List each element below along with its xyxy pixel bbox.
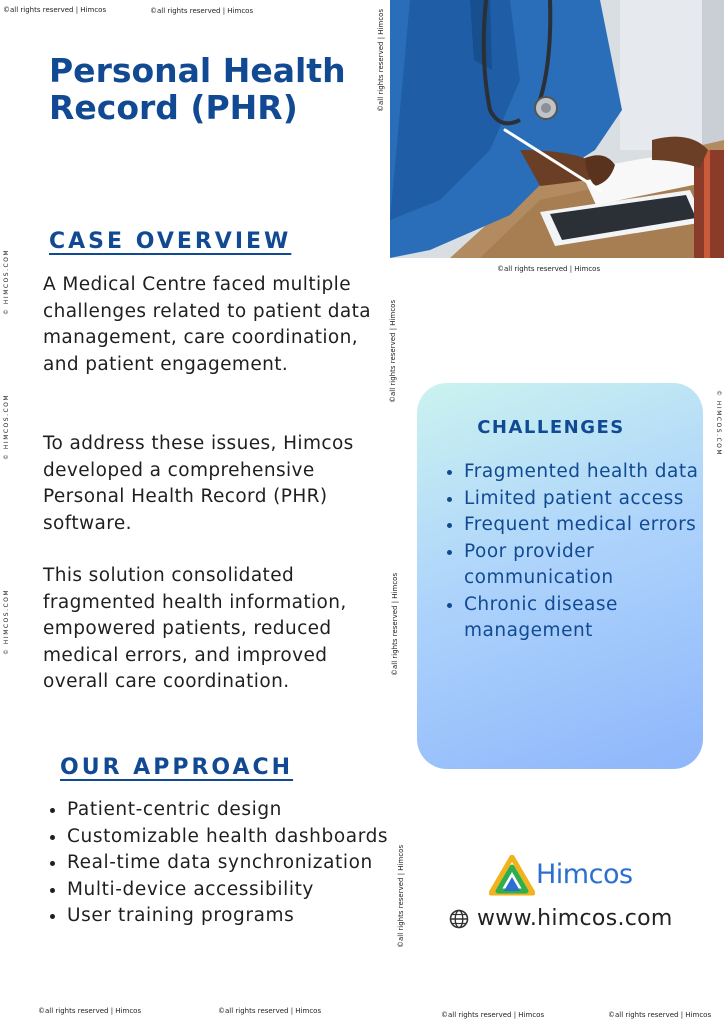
overview-paragraph: To address these issues, Himcos developed a comprehensive Personal Health Record (PHR) software. (43, 433, 354, 534)
watermark-text: ©all rights reserved | Himcos (38, 1007, 142, 1015)
watermark-text: ©all rights reserved | Himcos (150, 7, 254, 15)
case-overview-heading: CASE OVERVIEW (49, 229, 292, 254)
himcos-logo-icon (489, 855, 535, 897)
challenges-card (417, 383, 703, 769)
challenge-item: • Limited patient access (464, 486, 714, 513)
approach-item: • Customizable health dashboards (67, 824, 407, 851)
website-link[interactable] (449, 904, 709, 934)
watermark-domain: © HIMCOS.COM (3, 248, 10, 315)
watermark-text: ©all rights reserved | Himcos (377, 8, 385, 112)
approach-item: • Real-time data synchronization (67, 850, 407, 877)
doctor-writing-photo (390, 0, 724, 258)
approach-list (42, 797, 407, 930)
logo-wordmark: Himcos (536, 859, 633, 890)
challenge-item: • Frequent medical errors (464, 512, 714, 539)
watermark-text: ©all rights reserved | Himcos (218, 1007, 322, 1015)
watermark-domain: © HIMCOS.COM (3, 588, 10, 655)
watermark-text: ©all rights reserved | Himcos (391, 572, 399, 676)
watermark-text: ©all rights reserved | Himcos (3, 6, 107, 14)
himcos-logo (489, 853, 659, 899)
approach-item: • Patient-centric design (67, 797, 407, 824)
watermark-text: ©all rights reserved | Himcos (441, 1011, 545, 1019)
watermark-domain: © HIMCOS.COM (3, 393, 10, 460)
watermark-text: ©all rights reserved | Himcos (608, 1011, 712, 1019)
watermark-text: ©all rights reserved | Himcos (497, 265, 601, 273)
approach-item: • Multi-device accessibility (67, 877, 407, 904)
challenge-item: • Poor provider communication (464, 539, 714, 592)
challenges-list (439, 459, 714, 645)
watermark-text: ©all rights reserved | Himcos (397, 844, 405, 948)
challenge-item: • Fragmented health data (464, 459, 714, 486)
watermark-text: ©all rights reserved | Himcos (389, 299, 397, 403)
overview-paragraph: A Medical Centre faced multiple challenges related to patient data management, care coordination, and patient engagement. (43, 274, 372, 375)
website-url[interactable]: www.himcos.com (477, 906, 673, 931)
page-title: Personal Health Record (PHR) (49, 51, 346, 127)
challenge-item: • Chronic disease management (464, 592, 714, 645)
challenges-heading: CHALLENGES (477, 417, 625, 438)
overview-paragraph: This solution consolidated fragmented health information, empowered patients, reduced medical errors, and improved overall care coordination. (43, 565, 347, 692)
globe-icon (449, 909, 469, 929)
watermark-domain: © HIMCOS.COM (715, 390, 722, 457)
approach-item: • User training programs (67, 903, 407, 930)
approach-heading: OUR APPROACH (60, 755, 294, 780)
